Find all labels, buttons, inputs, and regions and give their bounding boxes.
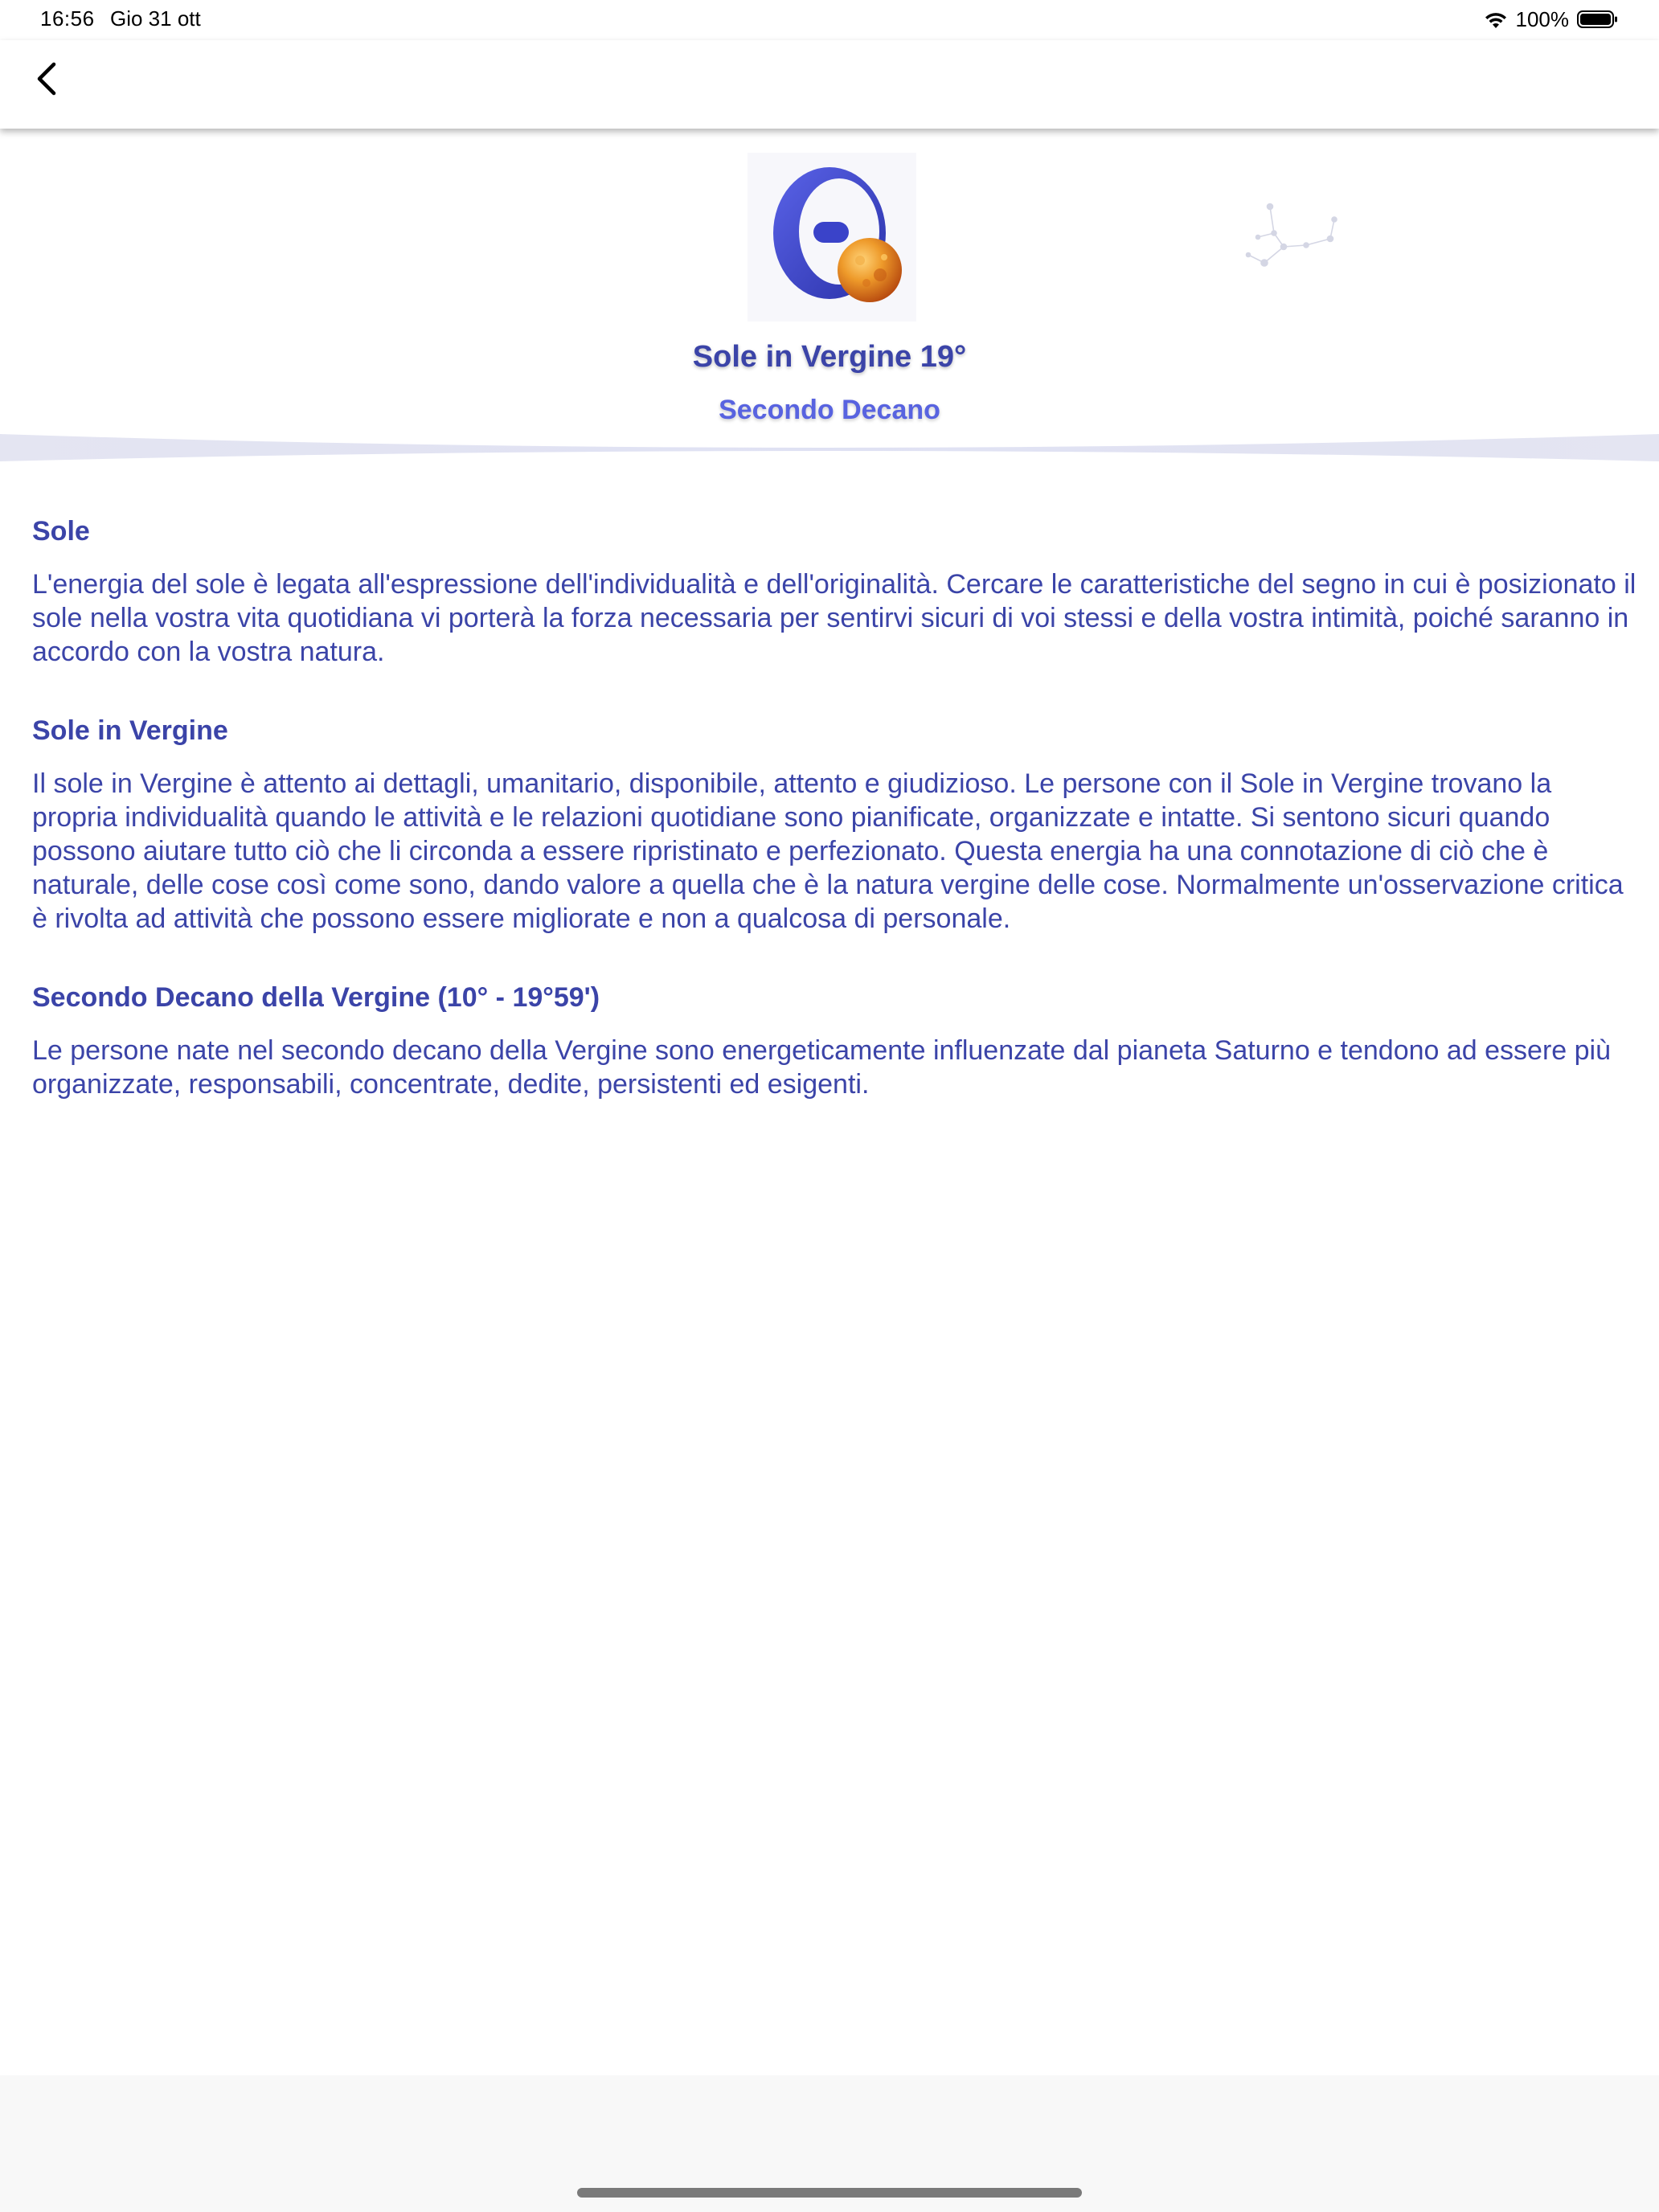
wifi-icon — [1484, 10, 1508, 28]
status-bar — [0, 0, 1659, 40]
battery-percentage: 100% — [1515, 6, 1569, 31]
virgo-constellation-icon — [1234, 197, 1346, 285]
status-time: 16:56 — [40, 6, 95, 31]
section-heading: Secondo Decano della Vergine (10° - 19°59') — [32, 982, 600, 1013]
sun-planet-icon — [748, 153, 916, 322]
status-indicators — [1484, 6, 1620, 32]
navigation-bar — [0, 40, 1659, 129]
battery-icon — [1577, 10, 1619, 29]
content — [32, 513, 1636, 1145]
section-text: Il sole in Vergine è attento ai dettagli, umanitario, disponibile, attento e giudizioso. Le persone con il Sole in Vergine trovano la propria individualità quando le attività e le relazioni quotidiane sono pianificate, organizzate e intatte. Si sentono sicuri quando possono aiutare tutto ciò che li circonda a essere ripristinato e perfezionato. Questa energia ha una connotazione di ciò che è naturale, delle cose così come sono, dando valore a quella che è la natura vergine delle cose. Normalmente un'osservazione critica è rivolta ad attività che possono essere migliorate e non a qualcosa di personale. — [32, 768, 1624, 934]
page-subtitle: Secondo Decano — [719, 395, 940, 425]
section-secondo-decano — [32, 979, 1636, 1101]
page-title: Sole in Vergine 19° — [692, 340, 967, 374]
section-sole-in-vergine — [32, 712, 1636, 936]
section-heading: Sole in Vergine — [32, 715, 228, 746]
section-heading: Sole — [32, 516, 90, 547]
header — [0, 129, 1659, 466]
status-date: Gio 31 ott — [110, 6, 201, 31]
section-text: L'energia del sole è legata all'espressione dell'individualità e dell'originalità. Cercare le caratteristiche del segno in cui è posizionato il sole nella vostra vita quotidiana vi porterà la forza necessaria per sentirvi sicuri di voi stessi e della vostra intimità, poiché saranno in accordo con la vostra natura. — [32, 569, 1636, 667]
back-button[interactable] — [24, 58, 69, 103]
header-wave-divider — [0, 434, 1659, 468]
chevron-left-icon — [35, 61, 59, 100]
home-indicator[interactable] — [577, 2188, 1082, 2198]
section-text: Le persone nate nel secondo decano della Vergine sono energeticamente influenzate dal pianeta Saturno e tendono ad essere più organizzate, responsabili, concentrate, dedite, persistenti ed esigenti. — [32, 1035, 1612, 1100]
section-sole — [32, 513, 1636, 669]
